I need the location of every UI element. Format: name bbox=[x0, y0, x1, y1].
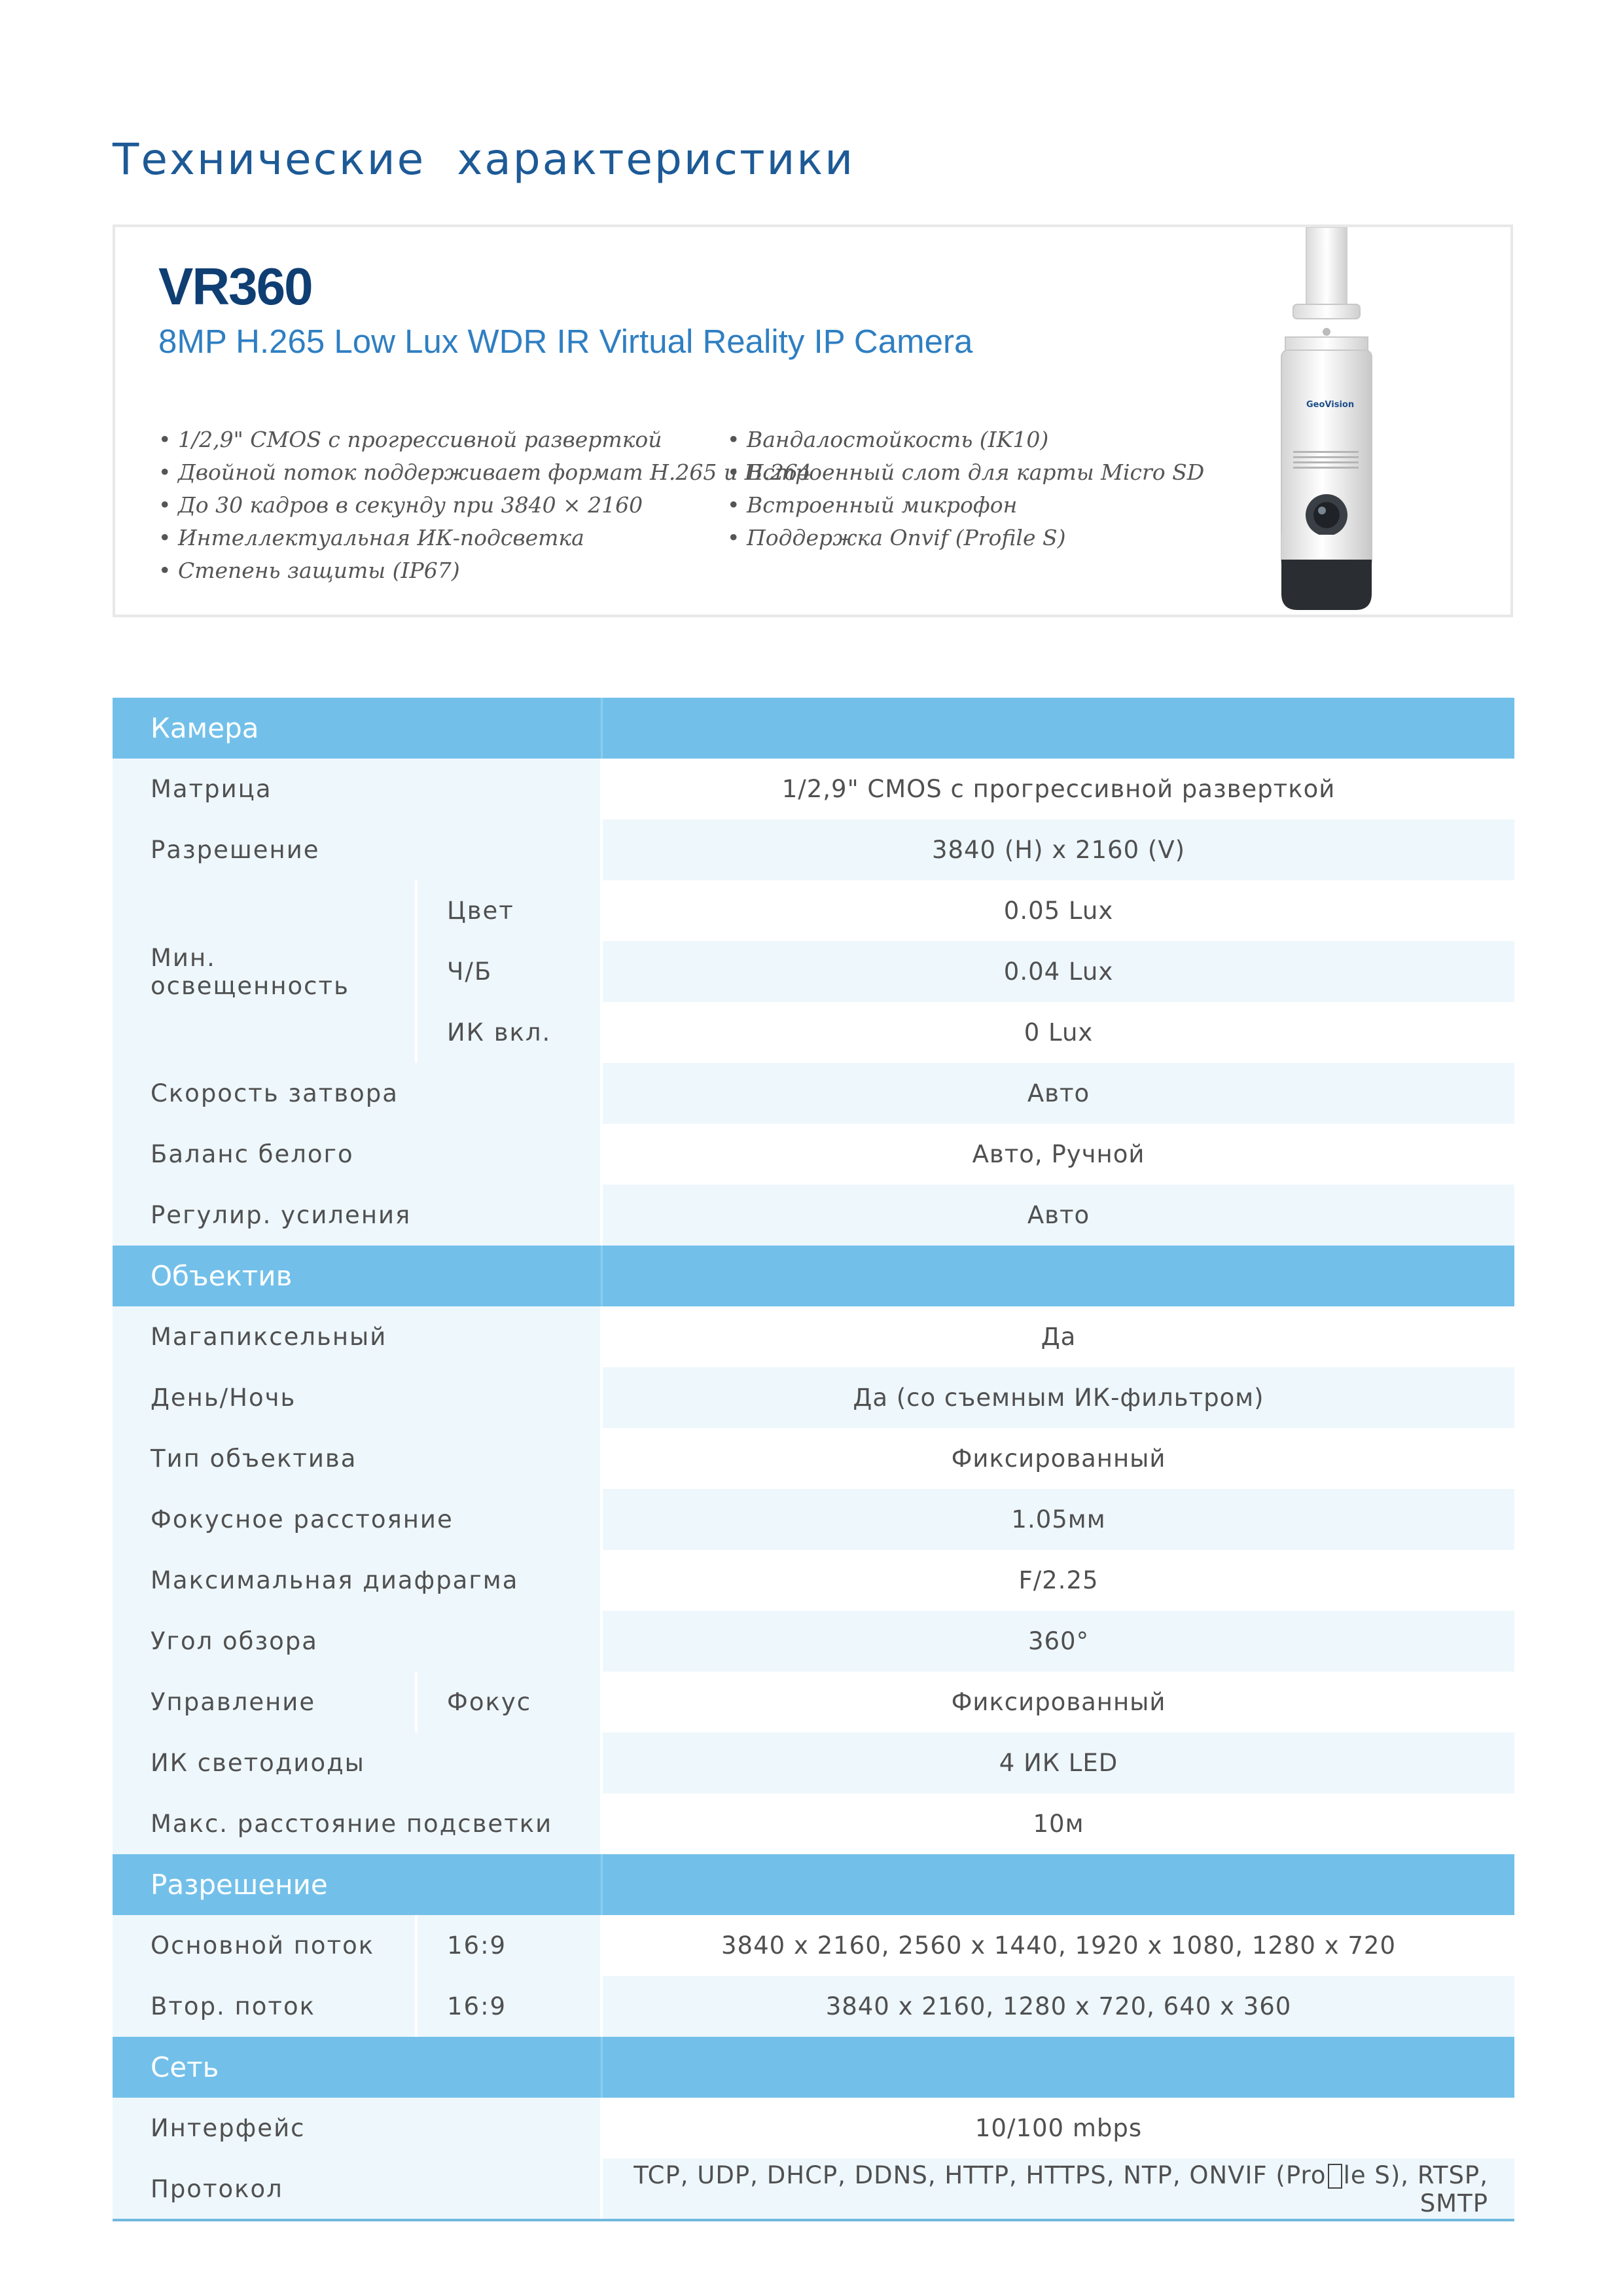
row-label: Основной поток bbox=[113, 1915, 416, 1976]
feature-list-left bbox=[158, 423, 812, 587]
row-value: 3840 x 2160, 2560 x 1440, 1920 x 1080, 1280 x 720 bbox=[601, 1915, 1514, 1976]
row-value: 360° bbox=[601, 1611, 1514, 1672]
row-label: Баланс белого bbox=[113, 1124, 601, 1185]
feature-item: • Двойной поток поддерживает формат H.265 и H.264 bbox=[158, 456, 812, 489]
row-value: 10/100 mbps bbox=[601, 2098, 1514, 2159]
row-label: ИК светодиоды bbox=[113, 1732, 601, 1793]
row-label: Интерфейс bbox=[113, 2098, 601, 2159]
row-value: Авто, Ручной bbox=[601, 1124, 1514, 1185]
row-value: Да (со съемным ИК-фильтром) bbox=[601, 1367, 1514, 1428]
row-value: Да bbox=[601, 1306, 1514, 1367]
row-value: 0.05 Lux bbox=[601, 880, 1514, 941]
brand-logo: GeoVision bbox=[1306, 400, 1355, 410]
feature-item: • 1/2,9" CMOS с прогрессивной разверткой bbox=[158, 423, 812, 456]
row-sublabel: ИК вкл. bbox=[416, 1002, 601, 1063]
section-header-camera: Камера bbox=[113, 698, 601, 759]
row-sublabel: 16:9 bbox=[416, 1976, 601, 2037]
row-label: Матрица bbox=[113, 759, 601, 819]
feature-item: • До 30 кадров в секунду при 3840 × 2160 bbox=[158, 489, 812, 522]
feature-item: • Поддержка Onvif (Profile S) bbox=[727, 522, 1204, 554]
row-label: Скорость затвора bbox=[113, 1063, 601, 1124]
row-value: F/2.25 bbox=[601, 1550, 1514, 1611]
row-sublabel: 16:9 bbox=[416, 1915, 601, 1976]
row-label: Угол обзора bbox=[113, 1611, 601, 1672]
feature-item: • Степень защиты (IP67) bbox=[158, 554, 812, 587]
page-title: Технические характеристики bbox=[113, 134, 855, 185]
feature-item: • Встроенный слот для карты Micro SD bbox=[727, 456, 1204, 489]
row-value: Авто bbox=[601, 1185, 1514, 1246]
table-bottom-rule bbox=[113, 2219, 1514, 2221]
camera-product-image bbox=[1241, 227, 1411, 613]
row-value: Фиксированный bbox=[601, 1428, 1514, 1489]
feature-item: • Встроенный микрофон bbox=[727, 489, 1204, 522]
row-value bbox=[601, 2159, 1514, 2219]
missing-glyph-box bbox=[1328, 2164, 1342, 2189]
row-value: 3840 (H) x 2160 (V) bbox=[601, 819, 1514, 880]
spec-table bbox=[113, 698, 1514, 2219]
row-label: Втор. поток bbox=[113, 1976, 416, 2037]
row-label: Управление bbox=[113, 1672, 416, 1732]
protocol-text-part: TCP, UDP, DHCP, DDNS, HTTP, HTTPS, NTP, ONVIF (Pro bbox=[633, 2161, 1327, 2189]
product-subtitle: 8MP H.265 Low Lux WDR IR Virtual Reality IP Camera bbox=[158, 323, 973, 360]
row-label: Протокол bbox=[113, 2159, 601, 2219]
model-name: VR360 bbox=[158, 257, 312, 315]
row-sublabel: Цвет bbox=[416, 880, 601, 941]
feature-item: • Вандалостойкость (IK10) bbox=[727, 423, 1204, 456]
row-label: Тип объектива bbox=[113, 1428, 601, 1489]
row-value: 0 Lux bbox=[601, 1002, 1514, 1063]
section-header-resolution: Разрешение bbox=[113, 1854, 601, 1915]
row-label: День/Ночь bbox=[113, 1367, 601, 1428]
row-value: 1/2,9" CMOS с прогрессивной разверткой bbox=[601, 759, 1514, 819]
feature-list-right bbox=[727, 423, 1204, 554]
section-header-network: Сеть bbox=[113, 2037, 601, 2098]
product-summary-box bbox=[113, 224, 1513, 617]
row-value: 10м bbox=[601, 1793, 1514, 1854]
row-value: 3840 x 2160, 1280 x 720, 640 x 360 bbox=[601, 1976, 1514, 2037]
row-value: 4 ИК LED bbox=[601, 1732, 1514, 1793]
row-label: Максимальная диафрагма bbox=[113, 1550, 601, 1611]
row-label: Разрешение bbox=[113, 819, 601, 880]
row-sublabel: Ч/Б bbox=[416, 941, 601, 1002]
row-label: Макс. расстояние подсветки bbox=[113, 1793, 601, 1854]
row-value: 1.05мм bbox=[601, 1489, 1514, 1550]
feature-item: • Интеллектуальная ИК-подсветка bbox=[158, 522, 812, 554]
row-label: Магапиксельный bbox=[113, 1306, 601, 1367]
row-value: Фиксированный bbox=[601, 1672, 1514, 1732]
row-label: Регулир. усиления bbox=[113, 1185, 601, 1246]
row-sublabel: Фокус bbox=[416, 1672, 601, 1732]
row-value: Авто bbox=[601, 1063, 1514, 1124]
row-label: Фокусное расстояние bbox=[113, 1489, 601, 1550]
protocol-text-part: le S), RTSP, SMTP bbox=[1343, 2161, 1489, 2217]
section-header-lens: Объектив bbox=[113, 1246, 601, 1306]
row-value: 0.04 Lux bbox=[601, 941, 1514, 1002]
row-label: Мин. освещенность bbox=[113, 880, 416, 1063]
